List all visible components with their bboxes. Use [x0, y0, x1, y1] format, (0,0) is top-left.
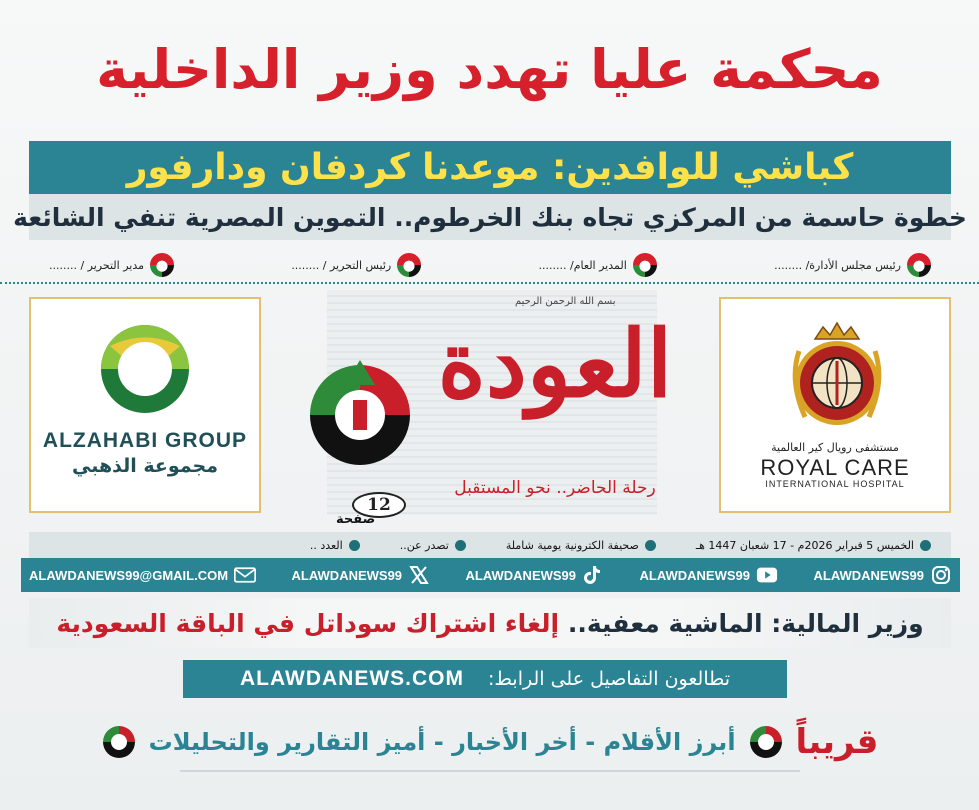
- social-handle: ALAWDANEWS99: [813, 567, 924, 583]
- secondary-headline: كباشي للوافدين: موعدنا كردفان ودارفور: [29, 141, 951, 194]
- issue-number-text: العدد ..: [309, 538, 343, 552]
- bottom-headline-part1: وزير المالية: الماشية معفية..: [567, 608, 924, 638]
- coming-soon-row: [0, 712, 979, 772]
- newspaper-logo-icon: [907, 253, 931, 277]
- social-youtube[interactable]: [640, 564, 779, 586]
- staff-label: مدير التحرير / ........: [49, 258, 144, 272]
- staff-editor-in-chief: [291, 253, 421, 277]
- issue-type: [506, 539, 656, 552]
- staff-managing-editor: [49, 253, 174, 277]
- social-instagram[interactable]: [813, 564, 952, 586]
- newspaper-title: العودة: [437, 310, 673, 418]
- email-icon: [234, 564, 256, 586]
- social-bar: [21, 558, 960, 592]
- bottom-divider: [180, 770, 800, 772]
- pages-label: صفحة: [336, 512, 376, 527]
- social-email[interactable]: [29, 564, 256, 586]
- newspaper-logo-icon: [633, 253, 657, 277]
- social-tiktok[interactable]: [466, 564, 605, 586]
- issue-date-text: الخميس 5 فبراير 2026م - 17 شعبان 1447 هـ: [695, 538, 914, 552]
- bullet-icon: [349, 540, 360, 551]
- newspaper-emblem-icon: [305, 350, 415, 470]
- bullet-icon: [645, 540, 656, 551]
- royal-care-name-en: ROYAL CARE: [760, 455, 910, 480]
- issue-publisher: [400, 539, 466, 552]
- staff-row: [29, 252, 951, 278]
- coming-soon-label: قريباً: [795, 722, 879, 762]
- youtube-icon: [756, 564, 778, 586]
- tiktok-icon: [582, 564, 604, 586]
- alzahabi-name-ar: مجموعة الذهبي: [72, 455, 218, 477]
- issue-info-strip: [29, 532, 951, 558]
- issue-type-text: صحيفة الكترونية يومية شاملة: [505, 538, 639, 552]
- issue-number: [310, 539, 360, 552]
- alzahabi-ad: [29, 297, 261, 513]
- newspaper-logo-icon: [397, 253, 421, 277]
- issue-date: [696, 539, 931, 552]
- staff-general-manager: [539, 253, 657, 277]
- issue-publisher-text: تصدر عن..: [399, 538, 449, 552]
- bottom-headline: [29, 598, 951, 648]
- royal-care-name-ar: مستشفى رويال كير العالمية: [771, 441, 899, 454]
- basmala: بسم الله الرحمن الرحيم: [515, 296, 616, 307]
- alzahabi-logo-icon: [100, 324, 190, 414]
- social-x[interactable]: [292, 564, 431, 586]
- main-headline: محكمة عليا تهدد وزير الداخلية: [96, 38, 883, 101]
- details-link-bar: [183, 660, 787, 698]
- bottom-headline-part2: إلغاء اشتراك سوداتل في الباقة السعودية: [56, 608, 560, 638]
- staff-label: رئيس مجلس الأدارة/ ........: [774, 258, 901, 272]
- social-handle: ALAWDANEWS99: [465, 567, 577, 583]
- bullet-icon: [920, 540, 931, 551]
- coming-soon-text: أبرز الأقلام - أخر الأخبار - أميز التقارير والتحليلات: [148, 728, 736, 756]
- link-label: تطالعون التفاصيل على الرابط:: [488, 668, 730, 690]
- staff-label: المدير العام/ ........: [538, 258, 627, 272]
- newspaper-logo-icon: [748, 724, 784, 760]
- instagram-icon: [930, 564, 952, 586]
- website-link[interactable]: ALAWDANEWS.COM: [240, 667, 464, 690]
- social-handle: ALAWDANEWS99@GMAIL.COM: [29, 567, 229, 583]
- newspaper-logo-icon: [150, 253, 174, 277]
- newspaper-logo-icon: [101, 724, 137, 760]
- social-handle: ALAWDANEWS99: [291, 567, 403, 583]
- pages-count: 12: [352, 492, 406, 518]
- social-handle: ALAWDANEWS99: [639, 567, 751, 583]
- royal-care-crest-icon: [785, 321, 889, 429]
- staff-label: رئيس التحرير / ........: [291, 258, 392, 272]
- bullet-icon: [455, 540, 466, 551]
- royal-care-ad: [719, 297, 951, 513]
- third-headline: خطوة حاسمة من المركزي تجاه بنك الخرطوم.. التموين المصرية تنفي الشائعة: [29, 194, 951, 240]
- royal-care-subtitle: INTERNATIONAL HOSPITAL: [765, 479, 905, 489]
- staff-chairman: [774, 253, 931, 277]
- x-icon: [408, 564, 430, 586]
- dotted-divider: [0, 282, 979, 284]
- alzahabi-name-en: ALZAHABI GROUP: [42, 429, 248, 452]
- newspaper-slogan: رحلة الحاضر.. نحو المستقبل: [454, 478, 656, 498]
